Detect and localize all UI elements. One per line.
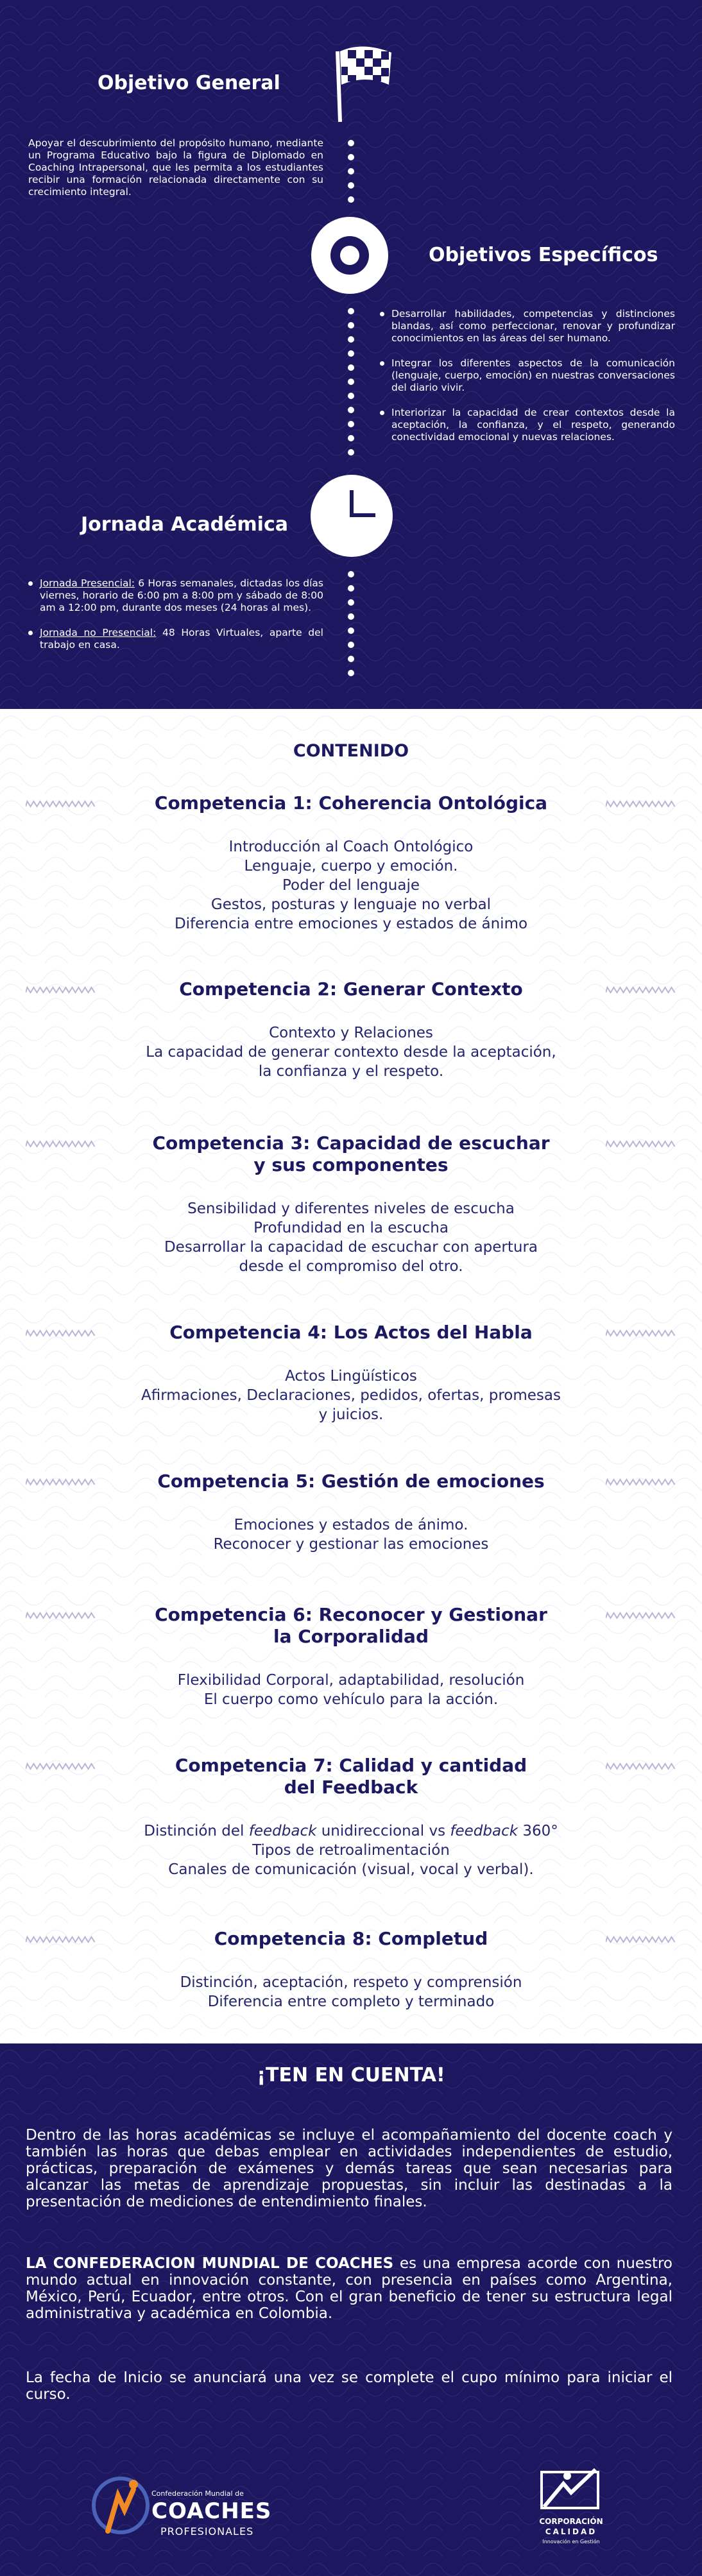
objectives-section	[0, 0, 702, 709]
specific-objectives-title: Objetivos Específicos	[429, 244, 658, 266]
general-objective-title: Objetivo General	[98, 72, 280, 94]
zigzag-decoration	[606, 1936, 676, 1943]
list-item: Desarrollar habilidades, competencias y distinciones blandas, así como perfeccionar, renovar y profundizar conocimientos en las áreas del ser humano.	[380, 308, 675, 345]
competency-3	[0, 1132, 702, 1276]
competency-title: Competencia 3: Capacidad de escuchar y sus componentes	[152, 1132, 550, 1175]
zigzag-decoration	[606, 986, 676, 994]
notice-section	[0, 2043, 702, 2576]
zigzag-decoration	[606, 800, 676, 808]
competency-8	[0, 1928, 702, 2011]
list-item: Jornada no Presencial: 48 Horas Virtuales, aparte del trabajo en casa.	[28, 627, 323, 651]
timeline-dots	[347, 140, 355, 203]
competency-body-first-line: Distinción del feedback unidireccional vs feedback 360°	[144, 1823, 558, 1839]
zigzag-decoration	[26, 1936, 96, 1943]
list-item: Interiorizar la capacidad de crear contextos desde la aceptación, la confianza, y el respeto, generando conectividad emocional y nuevas relaciones.	[380, 407, 675, 443]
competency-title: Competencia 2: Generar Contexto	[179, 978, 523, 1000]
zigzag-decoration	[606, 1762, 676, 1770]
coaches-logo: Confederación Mundial de COACHES PROFESIONALES	[89, 2470, 262, 2541]
corporacion-calidad-logo: CORPORACIÓN CALIDAD Innovación en Gestión	[533, 2467, 610, 2550]
academic-schedule-list	[28, 577, 323, 664]
specific-objectives-list	[380, 308, 675, 456]
zigzag-decoration	[26, 1762, 96, 1770]
competency-body: Distinción, aceptación, respeto y comprensión Diferencia entre completo y terminado	[180, 1974, 522, 2010]
list-item: Integrar los diferentes aspectos de la comunicación (lenguaje, cuerpo, emoción) en nuestras conversaciones del diario vivir.	[380, 357, 675, 394]
general-objective-text: Apoyar el descubrimiento del propósito humano, mediante un Programa Educativo bajo la figura de Diplomado en Coaching Intrapersonal, que les permita a los estudiantes recibir una formación relacionada directamente con su crecimiento integral.	[28, 137, 323, 198]
timeline-dots	[347, 571, 355, 676]
zigzag-decoration	[606, 1612, 676, 1619]
competency-body: Flexibilidad Corporal, adaptabilidad, resolución El cuerpo como vehículo para la acción.	[177, 1672, 525, 1708]
clock-icon	[311, 475, 393, 557]
academic-schedule-title: Jornada Académica	[81, 513, 288, 536]
notice-paragraph-1: Dentro de las horas académicas se incluye el acompañamiento del docente coach y también las horas que debas emplear en actividades independientes de estudio, prácticas, preparación de exámenes y demás tareas que sean necesarias para alcanzar las metas de aprendizaje propuestas, sin incluir las destinadas a la presentación de mediciones de entendimiento finales.	[26, 2127, 672, 2210]
competency-4	[0, 1322, 702, 1424]
content-section	[0, 709, 702, 2043]
coach-figure-icon	[89, 2470, 153, 2541]
competency-body: Contexto y Relaciones La capacidad de generar contexto desde la aceptación, la confianza y el respeto.	[146, 1025, 556, 1080]
zigzag-decoration	[26, 800, 96, 808]
notice-paragraph-3: La fecha de Inicio se anunciará una vez se complete el cupo mínimo para iniciar el curso.	[26, 2369, 672, 2403]
competency-body: Introducción al Coach Ontológico Lenguaje, cuerpo y emoción. Poder del lenguaje Gestos, posturas y lenguaje no verbal Diferencia entre emociones y estados de ánimo	[174, 839, 528, 932]
zigzag-decoration	[26, 1478, 96, 1486]
competency-6	[0, 1604, 702, 1709]
zigzag-decoration	[606, 1140, 676, 1148]
notice-title: ¡TEN EN CUENTA!	[257, 2064, 445, 2086]
competency-body: Emociones y estados de ánimo. Reconocer y gestionar las emociones	[213, 1517, 489, 1553]
competency-body: Actos Lingüísticos Afirmaciones, Declaraciones, pedidos, ofertas, promesas y juicios.	[141, 1368, 561, 1423]
zigzag-decoration	[26, 1140, 96, 1148]
competency-title: Competencia 1: Coherencia Ontológica	[154, 792, 548, 814]
list-item: Jornada Presencial: 6 Horas semanales, dictadas los días viernes, horario de 6:00 pm a 8:00 pm y sábado de 8:00 am a 12:00 pm, durante dos meses (24 horas al mes).	[28, 577, 323, 614]
person-check-icon	[538, 2467, 602, 2511]
competency-title: Competencia 6: Reconocer y Gestionar la Corporalidad	[155, 1604, 547, 1647]
zigzag-decoration	[26, 1612, 96, 1619]
competency-1	[0, 792, 702, 934]
competency-title: Competencia 5: Gestión de emociones	[157, 1471, 545, 1492]
competency-body: Sensibilidad y diferentes niveles de escucha Profundidad en la escucha Desarrollar la capacidad de escuchar con apertura desde el compromiso del otro.	[164, 1200, 538, 1275]
competency-7	[0, 1755, 702, 1879]
timeline-dots	[347, 308, 355, 456]
target-icon	[311, 217, 388, 294]
competency-title: Competencia 8: Completud	[214, 1928, 488, 1949]
notice-paragraph-2: LA CONFEDERACION MUNDIAL DE COACHES es una empresa acorde con nuestro mundo actual en innovación constante, con presencia en países como Argentina, México, Perú, Ecuador, entre otros. Con el gran beneficio de tener su estructura legal administrativa y académica en Colombia.	[26, 2255, 672, 2322]
competency-title: Competencia 7: Calidad y cantidad del Feedback	[175, 1755, 527, 1798]
zigzag-decoration	[606, 1478, 676, 1486]
zigzag-decoration	[606, 1329, 676, 1337]
zigzag-decoration	[26, 986, 96, 994]
checkered-flag-icon	[327, 40, 398, 123]
competency-5	[0, 1471, 702, 1554]
competency-body: Tipos de retroalimentación Canales de comunicación (visual, vocal y verbal).	[168, 1842, 534, 1878]
competency-2	[0, 978, 702, 1081]
zigzag-decoration	[26, 1329, 96, 1337]
competency-title: Competencia 4: Los Actos del Habla	[169, 1322, 533, 1343]
content-title: CONTENIDO	[293, 741, 409, 761]
